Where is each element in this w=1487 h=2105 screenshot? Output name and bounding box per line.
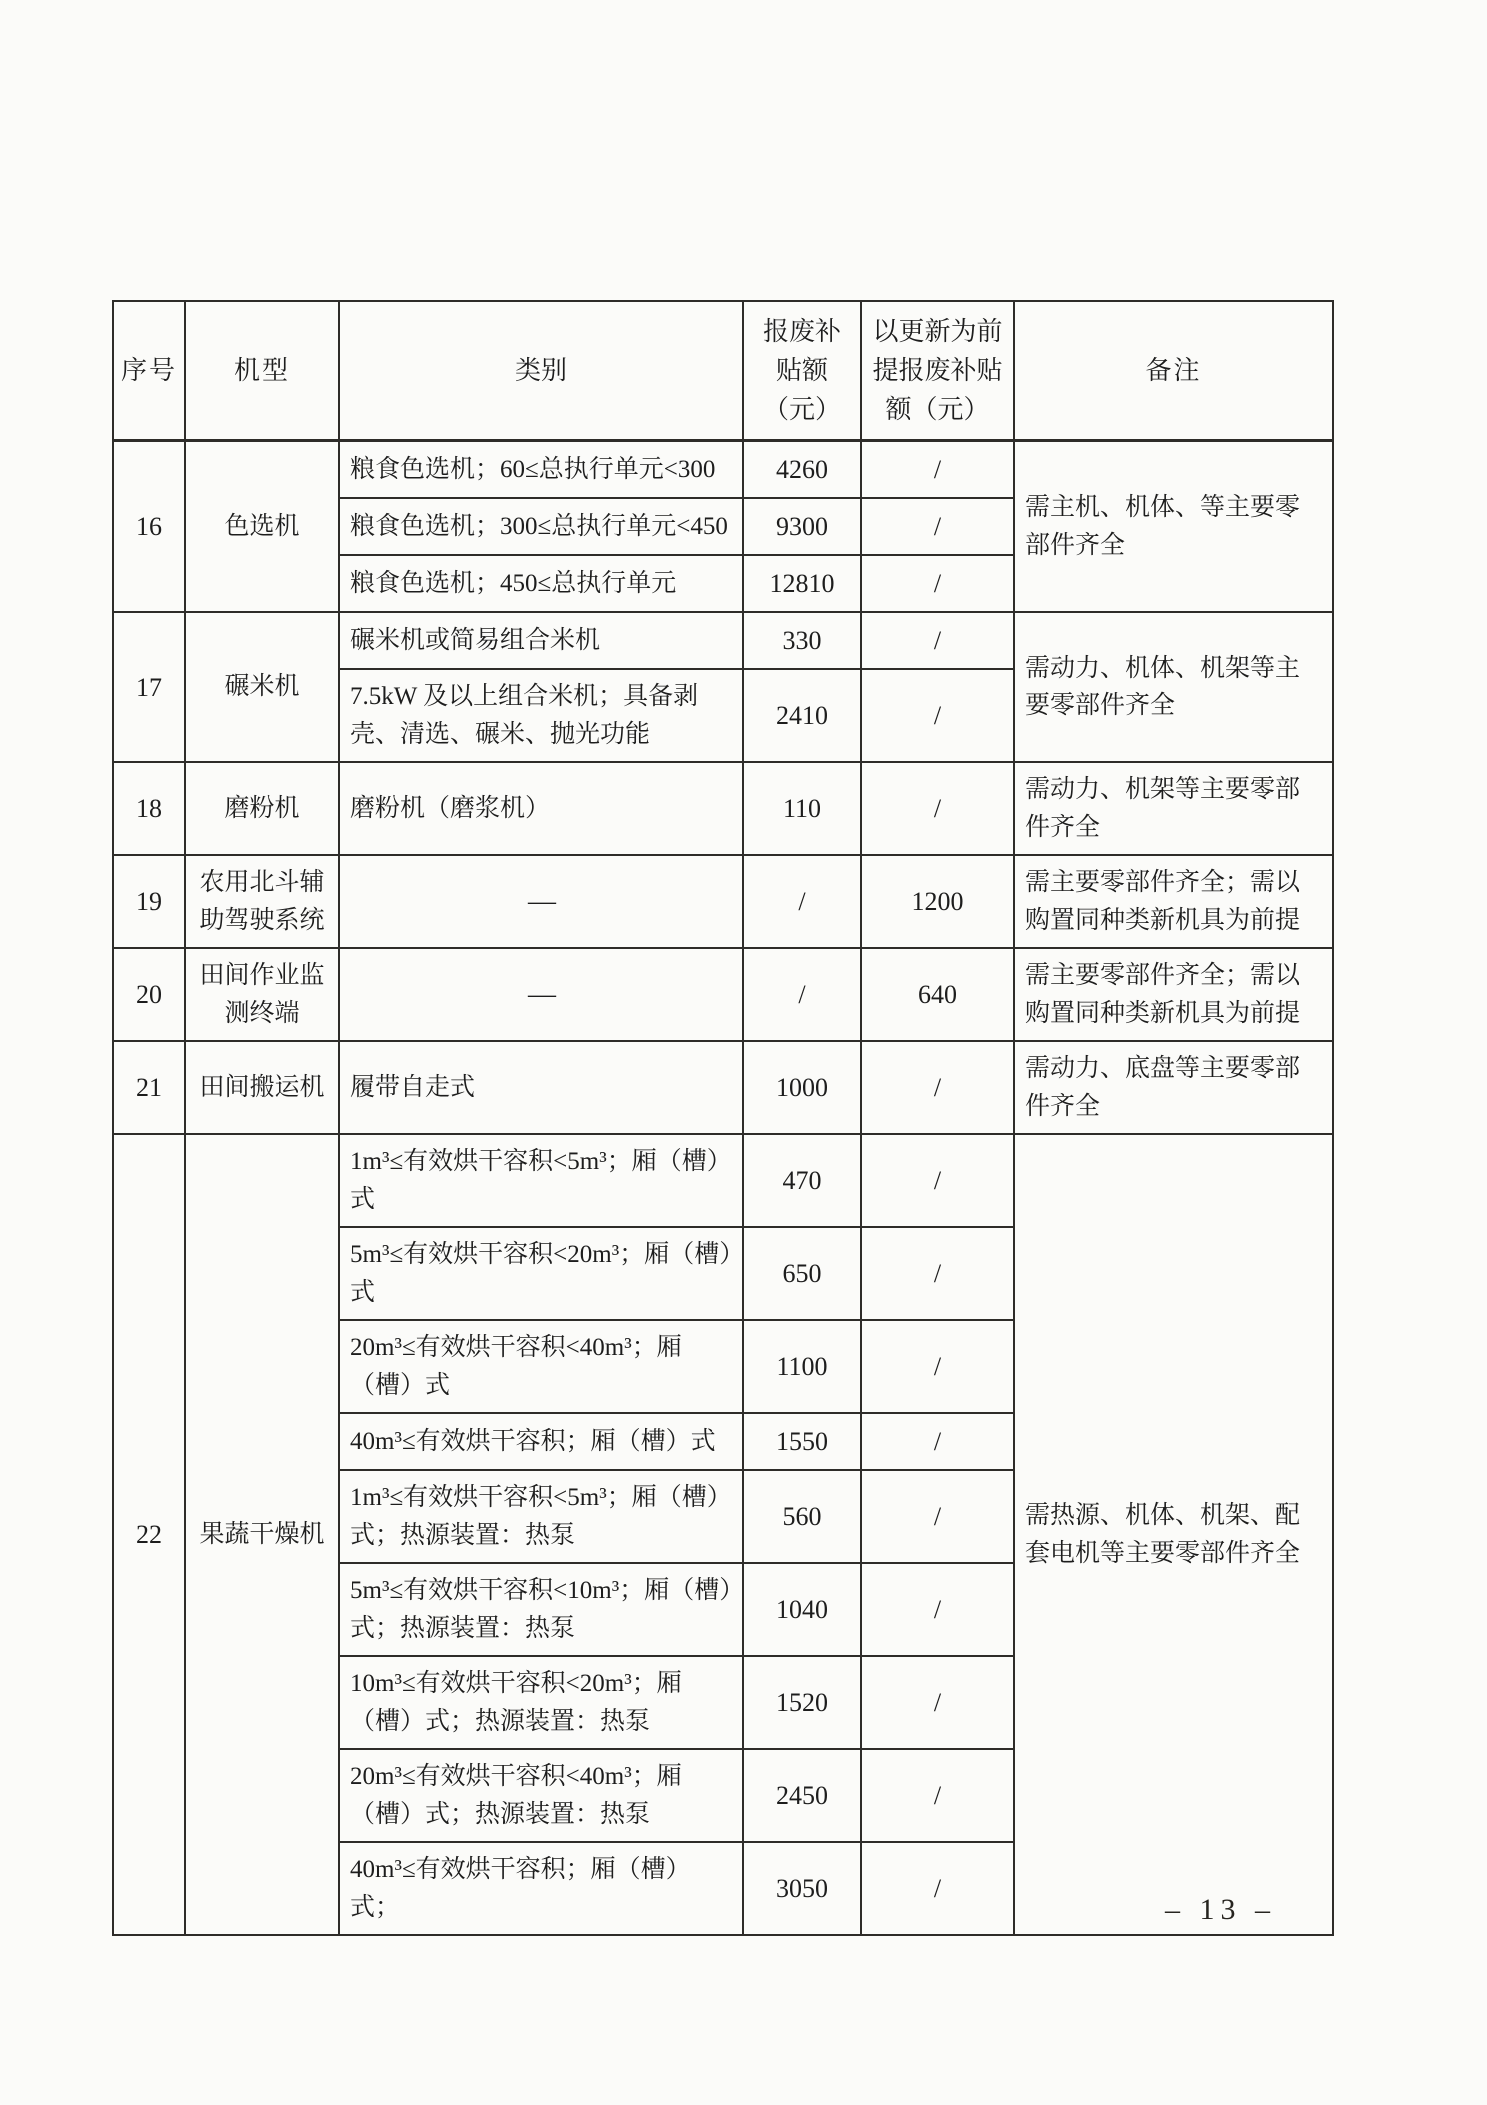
renewal-amount-cell: / bbox=[861, 1134, 1014, 1227]
serial-cell: 17 bbox=[113, 612, 185, 762]
category-cell: 粮食色选机；450≤总执行单元 bbox=[339, 555, 743, 612]
machine-cell: 农用北斗辅助驾驶系统 bbox=[185, 855, 339, 948]
remark-cell: 需动力、机架等主要零部件齐全 bbox=[1014, 762, 1333, 855]
category-cell: 履带自走式 bbox=[339, 1041, 743, 1134]
subsidy-table bbox=[112, 300, 1334, 1936]
column-header: 机型 bbox=[185, 301, 339, 441]
table-row bbox=[113, 855, 1333, 948]
machine-cell: 磨粉机 bbox=[185, 762, 339, 855]
scrap-amount-cell: / bbox=[743, 948, 861, 1041]
renewal-amount-cell: / bbox=[861, 441, 1014, 499]
scrap-amount-cell: 110 bbox=[743, 762, 861, 855]
remark-cell: 需主要零部件齐全；需以购置同种类新机具为前提 bbox=[1014, 855, 1333, 948]
column-header: 序号 bbox=[113, 301, 185, 441]
remark-cell: 需热源、机体、机架、配套电机等主要零部件齐全 bbox=[1014, 1134, 1333, 1935]
table-body bbox=[113, 441, 1333, 1936]
category-cell: 1m³≤有效烘干容积<5m³；厢（槽）式；热源装置：热泵 bbox=[339, 1470, 743, 1563]
category-cell: 5m³≤有效烘干容积<10m³；厢（槽）式；热源装置：热泵 bbox=[339, 1563, 743, 1656]
renewal-amount-cell: / bbox=[861, 669, 1014, 762]
category-cell: 粮食色选机；60≤总执行单元<300 bbox=[339, 441, 743, 499]
machine-cell: 田间搬运机 bbox=[185, 1041, 339, 1134]
table-row bbox=[113, 762, 1333, 855]
column-header: 备注 bbox=[1014, 301, 1333, 441]
table-row bbox=[113, 1134, 1333, 1227]
renewal-amount-cell: / bbox=[861, 555, 1014, 612]
scrap-amount-cell: 1000 bbox=[743, 1041, 861, 1134]
category-cell: 粮食色选机；300≤总执行单元<450 bbox=[339, 498, 743, 555]
column-header: 报废补 贴额 （元） bbox=[743, 301, 861, 441]
renewal-amount-cell: / bbox=[861, 1413, 1014, 1470]
scrap-amount-cell: 560 bbox=[743, 1470, 861, 1563]
scrap-amount-cell: 1520 bbox=[743, 1656, 861, 1749]
serial-cell: 18 bbox=[113, 762, 185, 855]
renewal-amount-cell: / bbox=[861, 762, 1014, 855]
serial-cell: 21 bbox=[113, 1041, 185, 1134]
table-row bbox=[113, 1041, 1333, 1134]
renewal-amount-cell: / bbox=[861, 1656, 1014, 1749]
machine-cell: 碾米机 bbox=[185, 612, 339, 762]
table-row bbox=[113, 612, 1333, 669]
renewal-amount-cell: / bbox=[861, 498, 1014, 555]
machine-cell: 色选机 bbox=[185, 441, 339, 613]
category-cell: 1m³≤有效烘干容积<5m³；厢（槽）式 bbox=[339, 1134, 743, 1227]
renewal-amount-cell: / bbox=[861, 1749, 1014, 1842]
serial-cell: 19 bbox=[113, 855, 185, 948]
scrap-amount-cell: 12810 bbox=[743, 555, 861, 612]
category-cell: 40m³≤有效烘干容积；厢（槽）式； bbox=[339, 1842, 743, 1935]
page-number: – 13 – bbox=[1165, 1893, 1276, 1926]
category-cell: 磨粉机（磨浆机） bbox=[339, 762, 743, 855]
scrap-amount-cell: 1100 bbox=[743, 1320, 861, 1413]
scrap-amount-cell: 330 bbox=[743, 612, 861, 669]
category-cell: 20m³≤有效烘干容积<40m³；厢（槽）式 bbox=[339, 1320, 743, 1413]
table-header-row bbox=[113, 301, 1333, 441]
remark-cell: 需主要零部件齐全；需以购置同种类新机具为前提 bbox=[1014, 948, 1333, 1041]
scrap-amount-cell: 3050 bbox=[743, 1842, 861, 1935]
machine-cell: 果蔬干燥机 bbox=[185, 1134, 339, 1935]
scrap-amount-cell: 4260 bbox=[743, 441, 861, 499]
renewal-amount-cell: / bbox=[861, 1563, 1014, 1656]
serial-cell: 16 bbox=[113, 441, 185, 613]
renewal-amount-cell: / bbox=[861, 1470, 1014, 1563]
category-cell: 5m³≤有效烘干容积<20m³；厢（槽）式 bbox=[339, 1227, 743, 1320]
category-cell: 40m³≤有效烘干容积；厢（槽）式 bbox=[339, 1413, 743, 1470]
renewal-amount-cell: 640 bbox=[861, 948, 1014, 1041]
scrap-amount-cell: / bbox=[743, 855, 861, 948]
scrap-amount-cell: 2450 bbox=[743, 1749, 861, 1842]
category-cell: 碾米机或简易组合米机 bbox=[339, 612, 743, 669]
scrap-amount-cell: 650 bbox=[743, 1227, 861, 1320]
column-header: 以更新为前 提报废补贴 额（元） bbox=[861, 301, 1014, 441]
category-cell: — bbox=[339, 948, 743, 1041]
renewal-amount-cell: / bbox=[861, 1842, 1014, 1935]
category-cell: — bbox=[339, 855, 743, 948]
renewal-amount-cell: / bbox=[861, 1320, 1014, 1413]
scrap-amount-cell: 2410 bbox=[743, 669, 861, 762]
scrap-amount-cell: 1550 bbox=[743, 1413, 861, 1470]
renewal-amount-cell: 1200 bbox=[861, 855, 1014, 948]
remark-cell: 需动力、机体、机架等主要零部件齐全 bbox=[1014, 612, 1333, 762]
column-header: 类别 bbox=[339, 301, 743, 441]
renewal-amount-cell: / bbox=[861, 1227, 1014, 1320]
renewal-amount-cell: / bbox=[861, 612, 1014, 669]
category-cell: 20m³≤有效烘干容积<40m³；厢（槽）式；热源装置：热泵 bbox=[339, 1749, 743, 1842]
machine-cell: 田间作业监测终端 bbox=[185, 948, 339, 1041]
scrap-amount-cell: 9300 bbox=[743, 498, 861, 555]
remark-cell: 需动力、底盘等主要零部件齐全 bbox=[1014, 1041, 1333, 1134]
scrap-amount-cell: 1040 bbox=[743, 1563, 861, 1656]
table-row bbox=[113, 948, 1333, 1041]
category-cell: 7.5kW 及以上组合米机；具备剥壳、清选、碾米、抛光功能 bbox=[339, 669, 743, 762]
scrap-amount-cell: 470 bbox=[743, 1134, 861, 1227]
remark-cell: 需主机、机体、等主要零部件齐全 bbox=[1014, 441, 1333, 613]
renewal-amount-cell: / bbox=[861, 1041, 1014, 1134]
category-cell: 10m³≤有效烘干容积<20m³；厢（槽）式；热源装置：热泵 bbox=[339, 1656, 743, 1749]
serial-cell: 20 bbox=[113, 948, 185, 1041]
serial-cell: 22 bbox=[113, 1134, 185, 1935]
table-row bbox=[113, 441, 1333, 499]
